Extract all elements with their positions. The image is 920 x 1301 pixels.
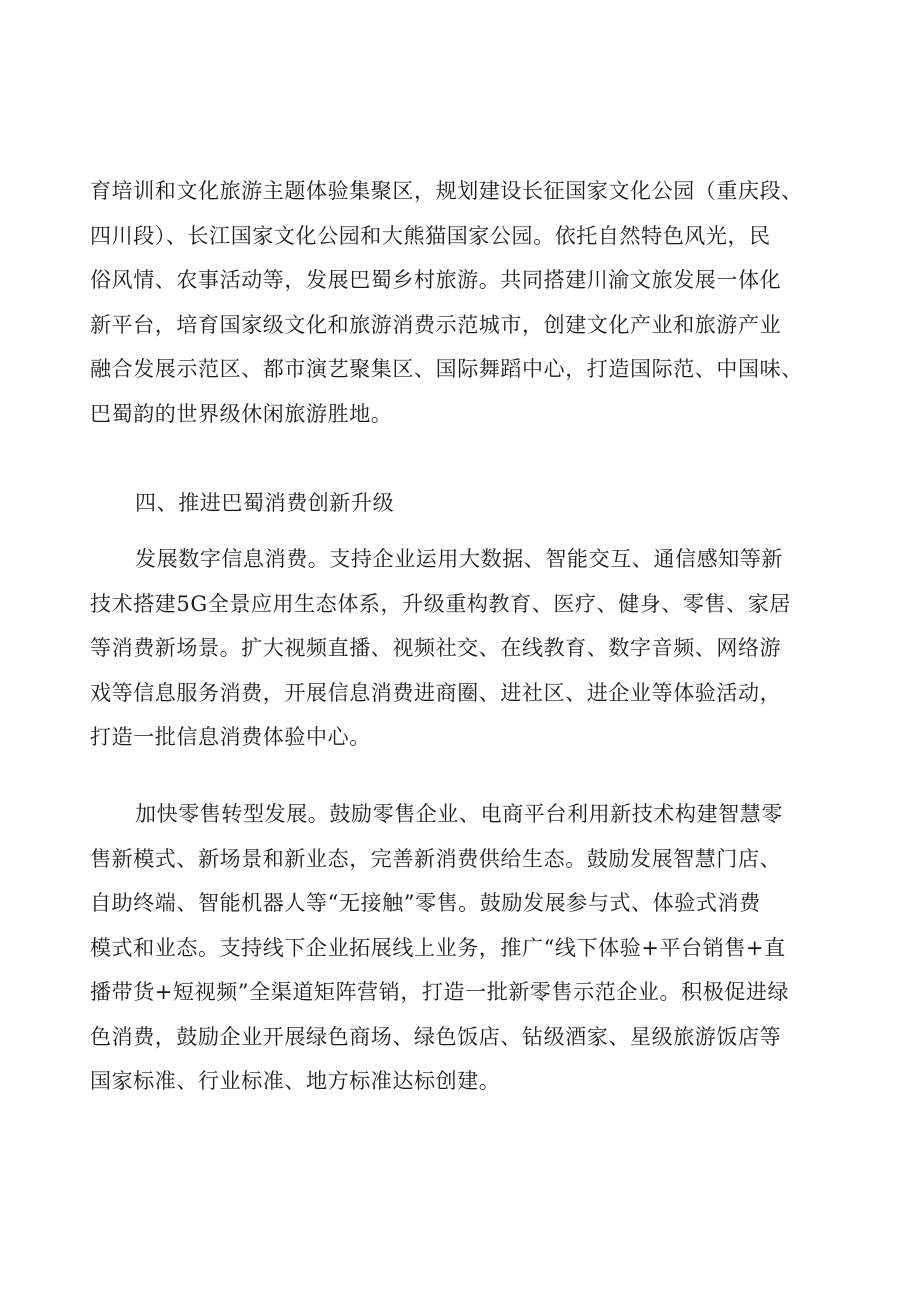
paragraph-line: 等消费新场景。扩大视频直播、视频社交、在线教育、数字音频、网络游 bbox=[90, 636, 782, 660]
paragraph-line: 色消费，鼓励企业开展绿色商场、绿色饭店、钻级酒家、星级旅游饭店等 bbox=[90, 1024, 782, 1049]
paragraph-retail-transformation bbox=[90, 792, 850, 1104]
paragraph-line: 模式和业态。支持线下企业拓展线上业务，推广“线下体验+平台销售+直 bbox=[90, 935, 786, 960]
paragraph-line: 播带货+短视频”全渠道矩阵营销，打造一批新零售示范企业。积极促进绿 bbox=[90, 980, 790, 1004]
paragraph-line: 发展数字信息消费。支持企业运用大数据、智能交互、通信感知等新 bbox=[135, 547, 783, 571]
paragraph-line: 打造一批信息消费体验中心。 bbox=[90, 725, 371, 749]
paragraph-line: 融合发展示范区、都市演艺聚集区、国际舞蹈中心，打造国际范、中国味、 bbox=[90, 357, 803, 381]
paragraph-line: 俗风情、农事活动等，发展巴蜀乡村旅游。共同搭建川渝文旅发展一体化 bbox=[90, 268, 782, 292]
paragraph-line: 巴蜀韵的世界级休闲旅游胜地。 bbox=[90, 401, 393, 426]
paragraph-line: 售新模式、新场景和新业态，完善新消费供给生态。鼓励发展智慧门店、 bbox=[90, 846, 782, 871]
paragraph-line: 戏等信息服务消费，开展信息消费进商圈、进社区、进企业等体验活动， bbox=[90, 680, 782, 705]
section-heading bbox=[90, 481, 850, 526]
paragraph-line: 四川段）、长江国家文化公园和大熊猫国家公园。依托自然特色风光，民 bbox=[90, 223, 771, 248]
paragraph-line: 育培训和文化旅游主题体验集聚区，规划建设长征国家文化公园（重庆段、 bbox=[90, 179, 803, 203]
paragraph-line: 新平台，培育国家级文化和旅游消费示范城市，创建文化产业和旅游产业 bbox=[90, 312, 782, 337]
paragraph-line: 国家标准、行业标准、地方标准达标创建。 bbox=[90, 1069, 501, 1093]
paragraph-line: 加快零售转型发展。鼓励零售企业、电商平台利用新技术构建智慧零 bbox=[135, 802, 783, 826]
paragraph-digital-consumption bbox=[90, 537, 850, 760]
section-heading-text: 四、推进巴蜀消费创新升级 bbox=[135, 491, 395, 515]
paragraph-cultural-tourism bbox=[90, 169, 850, 436]
paragraph-line: 自助终端、智能机器人等“无接触”零售。鼓励发展参与式、体验式消费 bbox=[90, 891, 761, 915]
paragraph-line: 技术搭建5G全景应用生态体系，升级重构教育、医疗、健身、零售、家居 bbox=[90, 591, 791, 616]
